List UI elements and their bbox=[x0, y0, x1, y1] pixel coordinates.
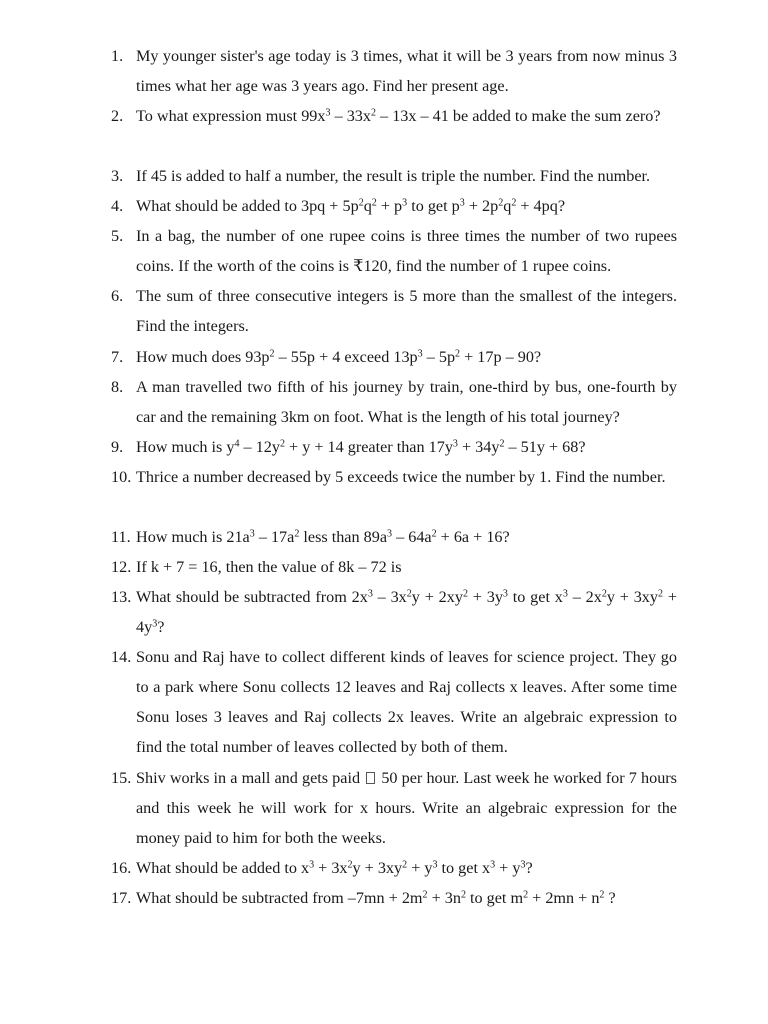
text-run: + 3x bbox=[314, 859, 348, 877]
superscript: 2 bbox=[431, 528, 437, 540]
superscript: 2 bbox=[371, 197, 377, 209]
question-text: My younger sister's age today is 3 times, what it will be 3 years from now minus 3 times what her age was 3 years ago. Find her present age. bbox=[136, 47, 677, 96]
text-run: – 17a bbox=[254, 528, 295, 546]
superscript: 2 bbox=[279, 438, 285, 450]
text-run: + 3y bbox=[467, 588, 503, 606]
superscript: 2 bbox=[601, 588, 607, 600]
question-item bbox=[111, 522, 677, 552]
question-text bbox=[136, 342, 677, 372]
superscript: 2 bbox=[499, 438, 505, 450]
superscript: 2 bbox=[347, 859, 353, 871]
question-text bbox=[136, 883, 677, 913]
text-run: – 51y + 68? bbox=[504, 438, 586, 456]
question-item bbox=[111, 191, 677, 221]
question-text bbox=[136, 191, 677, 221]
question-item bbox=[111, 372, 677, 432]
question-number: 6. bbox=[111, 287, 124, 305]
superscript: 2 bbox=[294, 528, 300, 540]
superscript: 3 bbox=[490, 859, 496, 871]
superscript: 3 bbox=[452, 438, 458, 450]
text-run: + 17p – 90? bbox=[460, 348, 542, 366]
text-run: ? bbox=[525, 859, 533, 877]
text-run: – 12y bbox=[239, 438, 280, 456]
text-run: q bbox=[363, 197, 372, 215]
question-text bbox=[136, 101, 677, 131]
superscript: 3 bbox=[502, 588, 508, 600]
text-run: To what expression must 99x bbox=[136, 107, 326, 125]
superscript: 3 bbox=[309, 859, 315, 871]
text-run: ? bbox=[604, 889, 616, 907]
question-item bbox=[111, 281, 677, 341]
question-text: A man travelled two fifth of his journey by train, one-third by bus, one-fourth by car and the remaining 3km on foot. What is the length of his total journey? bbox=[136, 378, 677, 427]
text-run: + p bbox=[376, 197, 403, 215]
question-text bbox=[136, 582, 677, 642]
question-number: 14. bbox=[111, 648, 132, 666]
question-number: 3. bbox=[111, 167, 124, 185]
text-run: What should be subtracted from –7mn + 2m bbox=[136, 889, 423, 907]
text-run: – 13x – 41 be added to make the sum zero? bbox=[376, 107, 661, 125]
question-number: 5. bbox=[111, 227, 124, 245]
question-text: Sonu and Raj have to collect different kinds of leaves for science project. They go to a park where Sonu collects 12 leaves and Raj collects x leaves. After some time Sonu loses 3 leaves and Raj collects 2x leaves. Write an algebraic expression to find the total number of leaves collected by both of them. bbox=[136, 648, 677, 757]
text-run: – 3x bbox=[372, 588, 407, 606]
superscript: 4 bbox=[234, 438, 240, 450]
text-run: + 3n bbox=[427, 889, 461, 907]
text-run: y + 2xy bbox=[411, 588, 463, 606]
question-item bbox=[111, 161, 677, 191]
superscript: 3 bbox=[325, 107, 331, 119]
superscript: 2 bbox=[511, 197, 517, 209]
superscript: 3 bbox=[387, 528, 393, 540]
superscript: 3 bbox=[459, 197, 465, 209]
question-text: If 45 is added to half a number, the result is triple the number. Find the number. bbox=[136, 167, 651, 185]
question-text: The sum of three consecutive integers is 5 more than the smallest of the integers. Find the integers. bbox=[136, 287, 677, 336]
question-item bbox=[111, 432, 677, 462]
text-run: to get x bbox=[437, 859, 491, 877]
text-run: + y bbox=[407, 859, 433, 877]
text-run: + y bbox=[495, 859, 521, 877]
text-run: How much does 93p bbox=[136, 348, 270, 366]
question-item bbox=[111, 853, 677, 883]
text-run: Shiv works in a mall and gets paid bbox=[136, 769, 365, 787]
text-run: + y + 14 greater than 17y bbox=[284, 438, 453, 456]
text-run: ? bbox=[157, 618, 165, 637]
question-item bbox=[111, 763, 677, 853]
superscript: 3 bbox=[562, 588, 568, 600]
superscript: 2 bbox=[462, 588, 468, 600]
question-item bbox=[111, 462, 677, 492]
text-run: q bbox=[503, 197, 512, 215]
question-text bbox=[136, 763, 677, 853]
question-number: 13. bbox=[111, 588, 132, 606]
superscript: 3 bbox=[367, 588, 373, 600]
superscript: 3 bbox=[417, 348, 423, 360]
question-item bbox=[111, 642, 677, 762]
superscript: 3 bbox=[520, 859, 526, 871]
question-number: 8. bbox=[111, 378, 124, 396]
text-run: to get x bbox=[507, 588, 563, 606]
superscript: 3 bbox=[249, 528, 255, 540]
question-number: 9. bbox=[111, 438, 124, 456]
text-run: less than 89a bbox=[299, 528, 388, 546]
superscript: 2 bbox=[269, 348, 275, 360]
superscript: 2 bbox=[422, 889, 428, 901]
question-text bbox=[136, 853, 677, 883]
text-run: – 5p bbox=[422, 348, 456, 366]
question-number: 7. bbox=[111, 348, 124, 366]
question-text: If k + 7 = 16, then the value of 8k – 72 is bbox=[136, 558, 402, 576]
superscript: 2 bbox=[460, 889, 466, 901]
superscript: 2 bbox=[358, 197, 364, 209]
superscript: 3 bbox=[152, 618, 158, 630]
text-run: What should be added to x bbox=[136, 859, 310, 877]
text-run: y + 3xy bbox=[352, 859, 403, 877]
text-run: + 4y bbox=[136, 588, 677, 637]
question-text: In a bag, the number of one rupee coins is three times the number of two rupees coins. If the worth of the coins is ₹120, find the number of 1 rupee coins. bbox=[136, 227, 677, 276]
superscript: 3 bbox=[432, 859, 438, 871]
question-number: 10. bbox=[111, 468, 132, 486]
superscript: 3 bbox=[402, 197, 408, 209]
question-item bbox=[111, 883, 677, 913]
text-run: + 6a + 16? bbox=[436, 528, 510, 546]
text-run: to get p bbox=[407, 197, 460, 215]
text-run: + 2mn + n bbox=[528, 889, 600, 907]
superscript: 2 bbox=[370, 107, 376, 119]
question-text bbox=[136, 432, 677, 462]
text-run: What should be added to 3pq + 5p bbox=[136, 197, 359, 215]
question-item bbox=[111, 41, 677, 101]
question-item bbox=[111, 582, 677, 642]
text-run: y + 3xy bbox=[606, 588, 658, 606]
question-number: 2. bbox=[111, 107, 124, 125]
text-run: – 55p + 4 exceed 13p bbox=[274, 348, 418, 366]
superscript: 2 bbox=[498, 197, 504, 209]
question-number: 1. bbox=[111, 47, 124, 65]
text-run: How much is 21a bbox=[136, 528, 250, 546]
text-run: – 64a bbox=[392, 528, 432, 546]
question-number: 11. bbox=[111, 528, 131, 546]
missing-glyph-icon bbox=[366, 772, 375, 784]
text-run: + 4pq? bbox=[516, 197, 566, 215]
text-run: + 34y bbox=[457, 438, 500, 456]
question-text: Thrice a number decreased by 5 exceeds twice the number by 1. Find the number. bbox=[136, 468, 666, 486]
question-number: 16. bbox=[111, 859, 132, 877]
question-number: 12. bbox=[111, 558, 132, 576]
superscript: 2 bbox=[658, 588, 664, 600]
question-number: 4. bbox=[111, 197, 124, 215]
question-number: 15. bbox=[111, 769, 132, 787]
text-run: How much is y bbox=[136, 438, 235, 456]
question-item bbox=[111, 342, 677, 372]
text-run: – 2x bbox=[567, 588, 602, 606]
superscript: 2 bbox=[523, 889, 529, 901]
question-text bbox=[136, 522, 677, 552]
text-run: – 33x bbox=[330, 107, 371, 125]
question-item bbox=[111, 221, 677, 281]
question-item bbox=[111, 552, 677, 582]
text-run: + 2p bbox=[464, 197, 499, 215]
superscript: 2 bbox=[402, 859, 408, 871]
question-item bbox=[111, 101, 677, 131]
superscript: 2 bbox=[599, 889, 605, 901]
text-run: to get m bbox=[465, 889, 524, 907]
text-run: What should be subtracted from 2x bbox=[136, 588, 368, 606]
question-number: 17. bbox=[111, 889, 132, 907]
text-run: 50 per hour. Last week he worked for 7 hours and this week he will work for x hours. Write an algebraic expression for the money paid to him for both the weeks. bbox=[136, 769, 677, 848]
superscript: 2 bbox=[455, 348, 461, 360]
superscript: 2 bbox=[406, 588, 412, 600]
